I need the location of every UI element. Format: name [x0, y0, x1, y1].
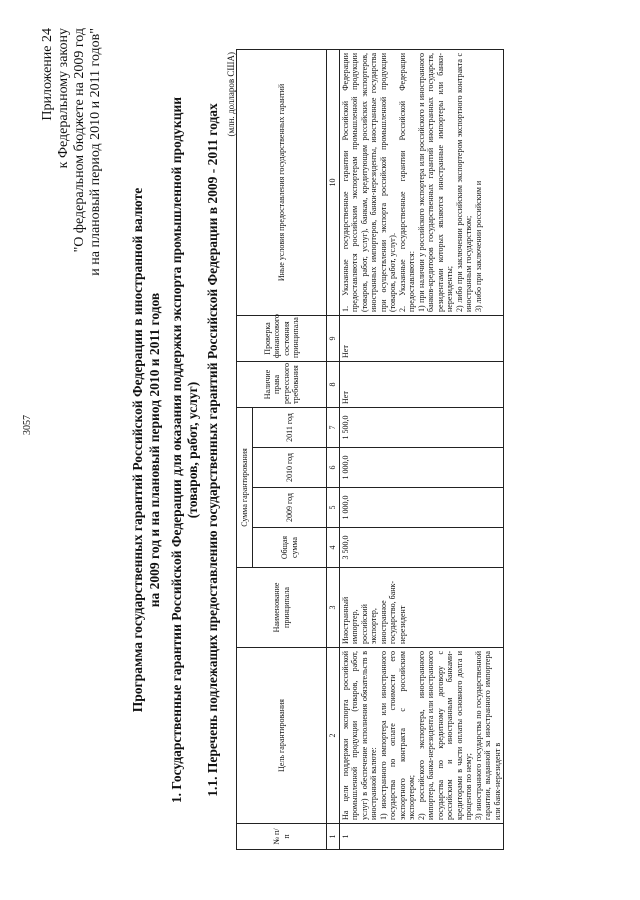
appendix-line: "О федеральном бюджете на 2009 год [72, 28, 87, 253]
header-2011: 2011 год [253, 408, 327, 448]
column-number: 10 [327, 50, 340, 316]
header-finance-check: Проверка финансового состояния принципала [237, 316, 327, 362]
section-1-subtitle: (товаров, работ, услуг) [185, 381, 200, 519]
column-number: 8 [327, 362, 340, 408]
condition-paragraph: 3) либо при заключении российским и [473, 180, 483, 312]
units-note: (млн. долларов США) [226, 52, 236, 137]
program-title: Программа государственных гарантий Российской Федерации в иностранной валюте [130, 187, 145, 713]
purpose-paragraph: На цели поддержки экспорта российской промышленной продукции (товаров, работ, услуг) в обеспечение исполнения обязательств в иностранной валюте: [340, 651, 378, 820]
column-number: 6 [327, 448, 340, 488]
column-number: 2 [327, 648, 340, 824]
condition-paragraph: 1. Указанные государственные гарантии Российской Федерации предоставляются российским экспортерам промышленной продукции (товаров, работ, услуг), банкам, кредитующим российских экспортеров, иностранных импортеров, банки-нерезиденты, иностранные государства при осуществлении экспорта российской промышленной продукции (товаров, работ, услуг). [340, 53, 397, 312]
purpose-paragraph: 3) иностранного государства по государственной гарантии, выданной за иностранного импортера или банк-нерезидент в [473, 651, 502, 820]
appendix-line: и на плановый период 2010 и 2011 годов" [88, 28, 103, 276]
condition-paragraph: 2. Указанные государственные гарантии Российской Федерации предоставляются: [397, 53, 416, 312]
finance-check-cell: Нет [339, 316, 504, 362]
column-number: 3 [327, 568, 340, 648]
section-1-1-title: 1.1. Перечень подлежащих предоставлению государственных гарантий Российской Федерации в 2009 - 2011 годах [205, 103, 220, 797]
sum-2011-cell: 1 500,0 [339, 408, 504, 448]
appendix-line: Приложение 24 [40, 28, 55, 121]
header-purpose: Цель гарантирования [237, 648, 327, 824]
header-2009: 2009 год [253, 488, 327, 528]
purpose-cell [339, 648, 504, 824]
purpose-paragraph: 2) российского экспортера, иностранного импортера, банка-нерезидента или иностранного государства по кредитному договору с российским и иностранным банками-кредиторами в части оплаты основного долга и процентов по нему; [416, 651, 473, 820]
other-conditions-cell [339, 50, 504, 316]
condition-paragraph: 1) при наличии у российского экспортера или российского и иностранного банков-кредиторов государственных гарантий иностранных государств, резидентами которых являются иностранные импортеры или банки-нерезиденты; [416, 53, 454, 312]
column-number: 4 [327, 528, 340, 568]
page-number: 3057 [22, 415, 33, 435]
header-principal: Наименование принципала [237, 568, 327, 648]
guarantees-table [236, 49, 504, 850]
column-number: 1 [327, 824, 340, 850]
header-sum-group: Сумма гарантирования [237, 408, 253, 568]
column-number: 5 [327, 488, 340, 528]
principal-cell: Иностранный импортер, российский экспортер, иностранное государство, банк-нерезидент [339, 568, 504, 648]
row-number: 1 [339, 824, 504, 850]
appendix-header [40, 28, 104, 448]
section-1-title: 1. Государственные гарантии Российской Федерации для оказания поддержки экспорта промышленной продукции [169, 96, 184, 804]
condition-paragraph: 2) либо при заключении российским экспортером экспортного контракта с иностранным государством; [454, 53, 473, 312]
header-total: Общая сумма [253, 528, 327, 568]
program-period: на 2009 год и на плановый период 2010 и 2011 годов [147, 292, 162, 608]
appendix-line: к Федеральному закону [56, 28, 71, 169]
recourse-cell: Нет [339, 362, 504, 408]
header-2010: 2010 год [253, 448, 327, 488]
sum-2009-cell: 1 000,0 [339, 488, 504, 528]
header-num: № п/п [237, 824, 327, 850]
column-number: 7 [327, 408, 340, 448]
header-other-conditions: Иные условия предоставления государственных гарантий [237, 50, 327, 316]
purpose-paragraph: 1) иностранного импортера или иностранного государства по оплате стоимости его экспортного контракта с российским экспортером; [378, 651, 416, 820]
sum-2010-cell: 1 000,0 [339, 448, 504, 488]
column-number-row [327, 50, 340, 850]
total-sum-cell: 3 500,0 [339, 528, 504, 568]
column-number: 9 [327, 316, 340, 362]
table-row [339, 50, 504, 850]
header-recourse: Наличие права регрессного требования [237, 362, 327, 408]
